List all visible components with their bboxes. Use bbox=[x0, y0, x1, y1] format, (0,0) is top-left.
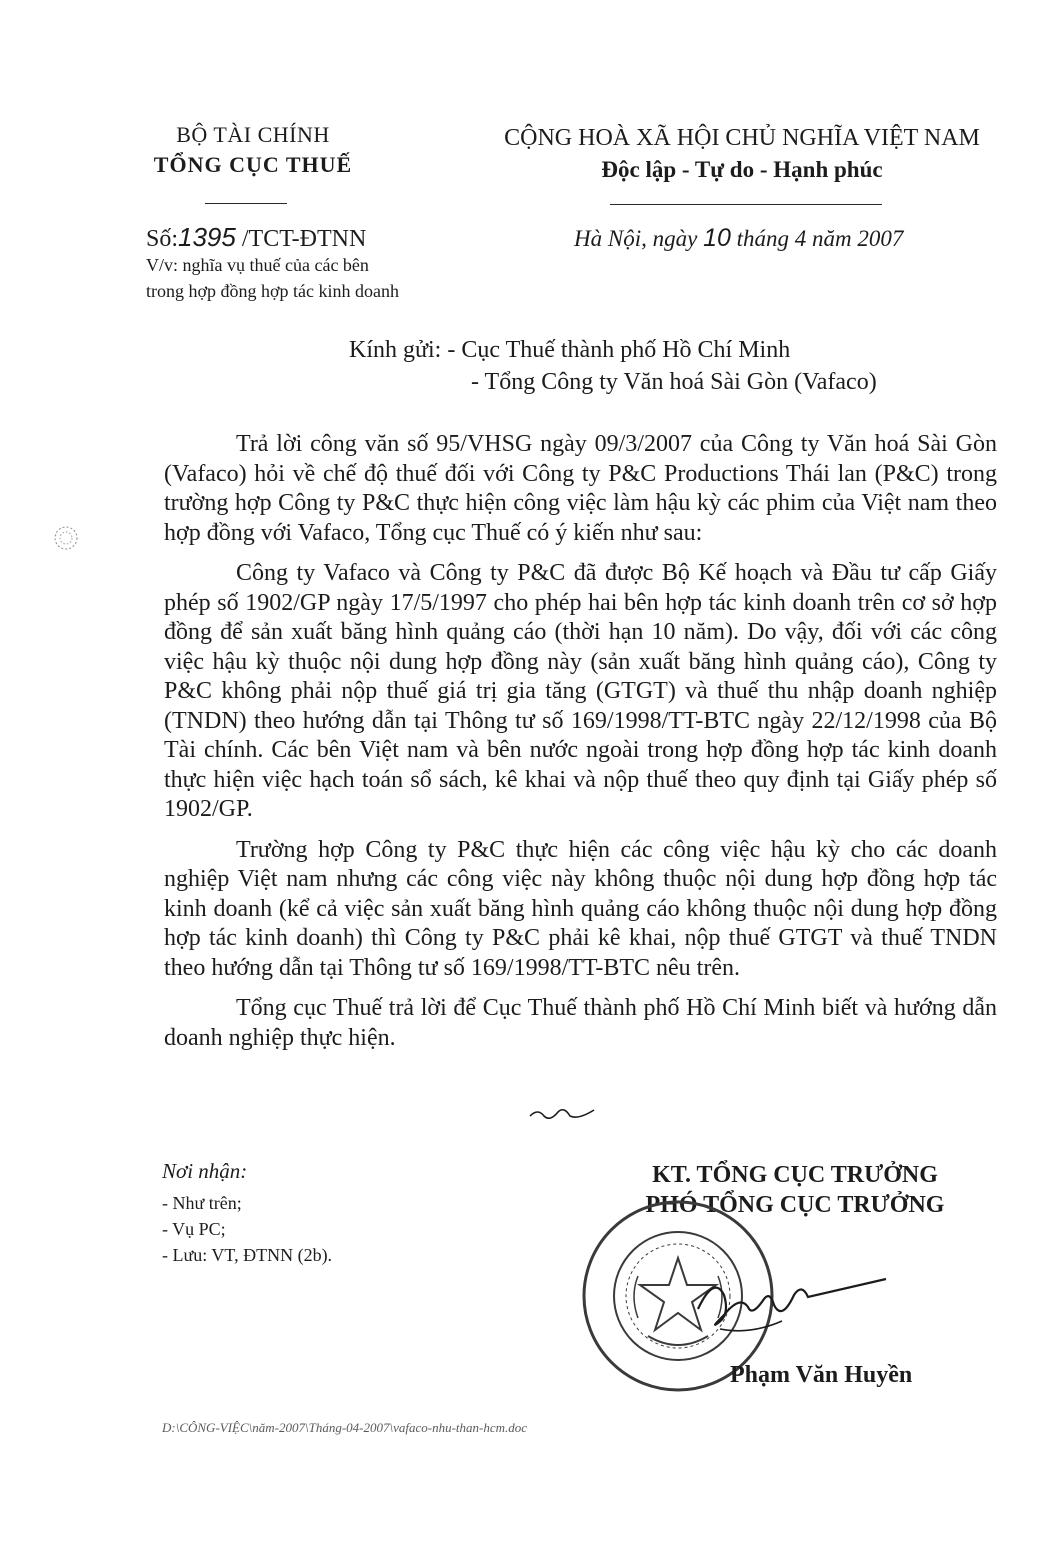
recipient-item: - Lưu: VT, ĐTNN (2b). bbox=[162, 1245, 333, 1265]
national-header bbox=[492, 122, 992, 186]
department-name: TỔNG CỤC THUẾ bbox=[153, 152, 353, 177]
national-motto: Độc lập - Tự do - Hạnh phúc bbox=[601, 157, 883, 182]
recipient-item: - Vụ PC; bbox=[162, 1219, 226, 1239]
letter-body bbox=[164, 430, 997, 1064]
motto-underline bbox=[610, 204, 882, 205]
addressees bbox=[349, 334, 877, 398]
document-number bbox=[146, 222, 366, 253]
date-suffix: tháng 4 năm 2007 bbox=[730, 226, 904, 251]
addressee-line-2: - Tổng Công ty Văn hoá Sài Gòn (Vafaco) bbox=[471, 369, 877, 395]
document-subject bbox=[146, 252, 476, 304]
doc-number-suffix: /TCT-ĐTNN bbox=[235, 226, 367, 252]
body-paragraph-2: Công ty Vafaco và Công ty P&C đã được Bộ Kế hoạch và Đầu tư cấp Giấy phép số 1902/GP ngày 17/5/1997 cho phép hai bên hợp tác kinh doanh trên cơ sở hợp đồng để sản xuất băng hình quảng cáo (thời hạn 10 năm). Do vậy, đối với các công việc hậu kỳ thuộc nội dung hợp đồng này (sản xuất băng hình quảng cáo), Công ty P&C không phải nộp thuế giá trị gia tăng (GTGT) và thuế thu nhập doanh nghiệp (TNDN) theo hướng dẫn tại Thông tư số 169/1998/TT-BTC ngày 22/12/1998 của Bộ Tài chính. Các bên Việt nam và bên nước ngoài trong hợp đồng hợp tác kinh doanh thực hiện việc hạch toán sổ sách, kê khai và nộp thuế theo quy định tại Giấy phép số 1902/GP. bbox=[164, 560, 997, 822]
issuer-underline bbox=[205, 203, 287, 204]
signer-name: Phạm Văn Huyền bbox=[730, 1362, 913, 1388]
file-path-footer: D:\CÔNG-VIỆC\năm-2007\Tháng-04-2007\vafaco-nhu-than-hcm.doc bbox=[162, 1420, 528, 1435]
ministry-name: BỘ TÀI CHÍNH bbox=[176, 122, 330, 147]
recipients-block bbox=[162, 1158, 332, 1268]
recipients-title: Nơi nhận: bbox=[162, 1159, 248, 1183]
handwritten-signature bbox=[690, 1265, 890, 1345]
recipient-item: - Như trên; bbox=[162, 1193, 242, 1213]
date-prefix: Hà Nội, ngày bbox=[574, 226, 704, 251]
country-name: CỘNG HOÀ XÃ HỘI CHỦ NGHĨA VIỆT NAM bbox=[504, 125, 980, 151]
body-paragraph-3: Trường hợp Công ty P&C thực hiện các công việc hậu kỳ cho các doanh nghiệp Việt nam nhưng các công việc này không thuộc nội dung hợp đồng hợp tác kinh doanh (kể cả việc sản xuất băng hình quảng cáo không thuộc nội dung hợp đồng hợp tác kinh doanh) thì Công ty P&C phải kê khai, nộp thuế GTGT và thuế TNDN theo hướng dẫn tại Thông tư số 169/1998/TT-BTC nêu trên. bbox=[164, 836, 997, 981]
addressee-line-1: Kính gửi: - Cục Thuế thành phố Hồ Chí Minh bbox=[349, 337, 791, 363]
date-day: 10 bbox=[703, 224, 731, 252]
signature-line-1: KT. TỔNG CỤC TRƯỞNG bbox=[652, 1162, 938, 1188]
body-paragraph-1: Trả lời công văn số 95/VHSG ngày 09/3/2007 của Công ty Văn hoá Sài Gòn (Vafaco) hỏi về chế độ thuế đối với Công ty P&C Productions Thái lan (P&C) trong trường hợp Công ty P&C thực hiện công việc làm hậu kỳ các phim của Việt nam theo hợp đồng với Vafaco, Tổng cục Thuế có ý kiến như sau: bbox=[164, 431, 997, 546]
punch-hole-mark bbox=[52, 524, 80, 552]
subject-line-1: V/v: nghĩa vụ thuế của các bên bbox=[146, 255, 369, 275]
doc-number-prefix: Số: bbox=[146, 226, 179, 252]
date-line bbox=[574, 224, 903, 253]
subject-line-2: trong hợp đồng hợp tác kinh doanh bbox=[146, 281, 400, 301]
doc-number-value: 1395 bbox=[178, 222, 236, 252]
handwritten-check-mark bbox=[528, 1102, 598, 1124]
issuer-header bbox=[138, 120, 368, 180]
signature-line-2: PHÓ TỔNG CỤC TRƯỞNG bbox=[645, 1192, 945, 1218]
body-paragraph-4: Tổng cục Thuế trả lời để Cục Thuế thành phố Hồ Chí Minh biết và hướng dẫn doanh nghiệp thực hiện. bbox=[164, 995, 997, 1051]
